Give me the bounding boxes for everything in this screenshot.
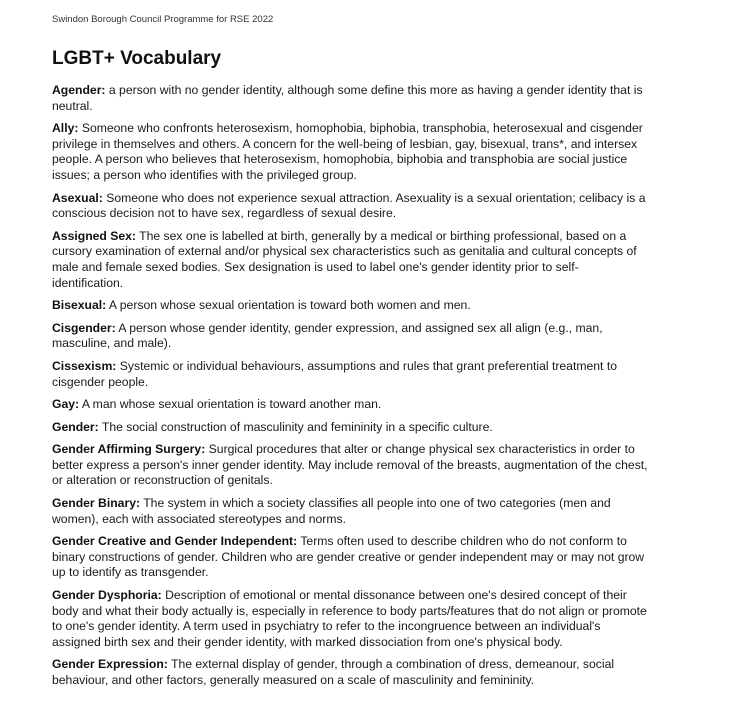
glossary-entry-ally: [52, 121, 648, 183]
glossary-term: Gender Creative and Gender Independent:: [52, 534, 298, 549]
glossary-entry-gender-binary: [52, 496, 648, 527]
page-title: LGBT+ Vocabulary: [52, 48, 222, 69]
glossary-definition: A person whose sexual orientation is toward both women and men.: [108, 298, 471, 313]
glossary-definition: The social construction of masculinity and femininity in a specific culture.: [101, 419, 493, 434]
glossary-definition: The external display of gender, through a combination of dress, demeanour, social behaviour, and other factors, generally measured on a scale of masculinity and femininity.: [52, 657, 615, 687]
glossary-definition: The system in which a society classifies all people into one of two categories (men and women), each with associated stereotypes and norms.: [52, 496, 611, 526]
glossary-definition: A man whose sexual orientation is toward another man.: [81, 397, 382, 412]
glossary-entry-gender-affirming-surgery: [52, 442, 648, 489]
glossary-definition: Terms often used to describe children who do not conform to binary constructions of gender. Children who are gender creative or gender independent may or may not grow up to identify as transgender.: [52, 534, 645, 580]
glossary-definition: Systemic or individual behaviours, assumptions and rules that grant preferential treatment to cisgender people.: [52, 358, 617, 389]
glossary-entry-cisgender: [52, 321, 648, 352]
glossary-definition: Description of emotional or mental dissonance between one's desired concept of their body and what their body actually is, especially in reference to body parts/features that do not align or promote to one's gender identity. A term used in psychiatry to refer to the incongruence between an individual's assigned birth sex and their gender identity, with marked dissociation from one's physical body.: [52, 588, 647, 649]
glossary-entry-cissexism: [52, 359, 648, 390]
glossary-definition: The sex one is labelled at birth, generally by a medical or birthing professional, based on a cursory examination of external and/or physical sex characteristics such as genitalia and cultural concepts of male and female sexed bodies. Sex designation is used to label one's gender identity prior to self-identification.: [52, 228, 637, 290]
glossary-term: Bisexual:: [52, 298, 107, 313]
glossary-definition: A person whose gender identity, gender expression, and assigned sex all align (e.g., man, masculine, and male).: [52, 320, 603, 351]
glossary-term: Gender Expression:: [52, 657, 168, 672]
glossary-definition: Surgical procedures that alter or change physical sex characteristics in order to better express a person's inner gender identity. May include removal of the breasts, augmentation of the chest, or alteration or reconstruction of genitals.: [52, 442, 648, 488]
document-header: Swindon Borough Council Programme for RSE 2022: [52, 14, 274, 25]
glossary-term: Gender Affirming Surgery:: [52, 442, 206, 457]
glossary-term: Asexual:: [52, 190, 103, 205]
glossary-entry-asexual: [52, 191, 648, 222]
glossary-entry-bisexual: [52, 298, 648, 314]
glossary-term: Cissexism:: [52, 358, 117, 373]
glossary-definition: Someone who confronts heterosexism, homophobia, biphobia, transphobia, heterosexual and cisgender privilege in themselves and others. A concern for the well-being of lesbian, gay, bisexual, trans*, and intersex people. A person who believes that heterosexism, homophobia, biphobia and transphobia are social justice issues; a person who identifies with the privileged group.: [52, 121, 643, 182]
glossary-term: Agender:: [52, 83, 106, 97]
glossary-entry-gender: [52, 420, 648, 436]
glossary-list: [52, 83, 648, 696]
glossary-term: Gender:: [52, 419, 99, 434]
glossary-term: Gay:: [52, 397, 80, 412]
glossary-definition: a person with no gender identity, although some define this more as having a gender identity that is neutral.: [52, 83, 643, 113]
glossary-term: Ally:: [52, 121, 79, 136]
glossary-term: Cisgender:: [52, 320, 116, 335]
glossary-entry-gender-dysphoria: [52, 588, 648, 650]
glossary-entry-gender-expression: [52, 657, 648, 688]
glossary-entry-assigned-sex: [52, 229, 648, 291]
glossary-entry-gender-creative: [52, 534, 648, 581]
glossary-term: Gender Binary:: [52, 496, 141, 511]
glossary-definition: Someone who does not experience sexual attraction. Asexuality is a sexual orientation; celibacy is a conscious decision not to have sex, regardless of sexual desire.: [52, 190, 646, 221]
glossary-term: Assigned Sex:: [52, 228, 136, 243]
glossary-entry-gay: [52, 397, 648, 413]
glossary-term: Gender Dysphoria:: [52, 588, 162, 603]
glossary-entry-agender: [52, 83, 648, 114]
